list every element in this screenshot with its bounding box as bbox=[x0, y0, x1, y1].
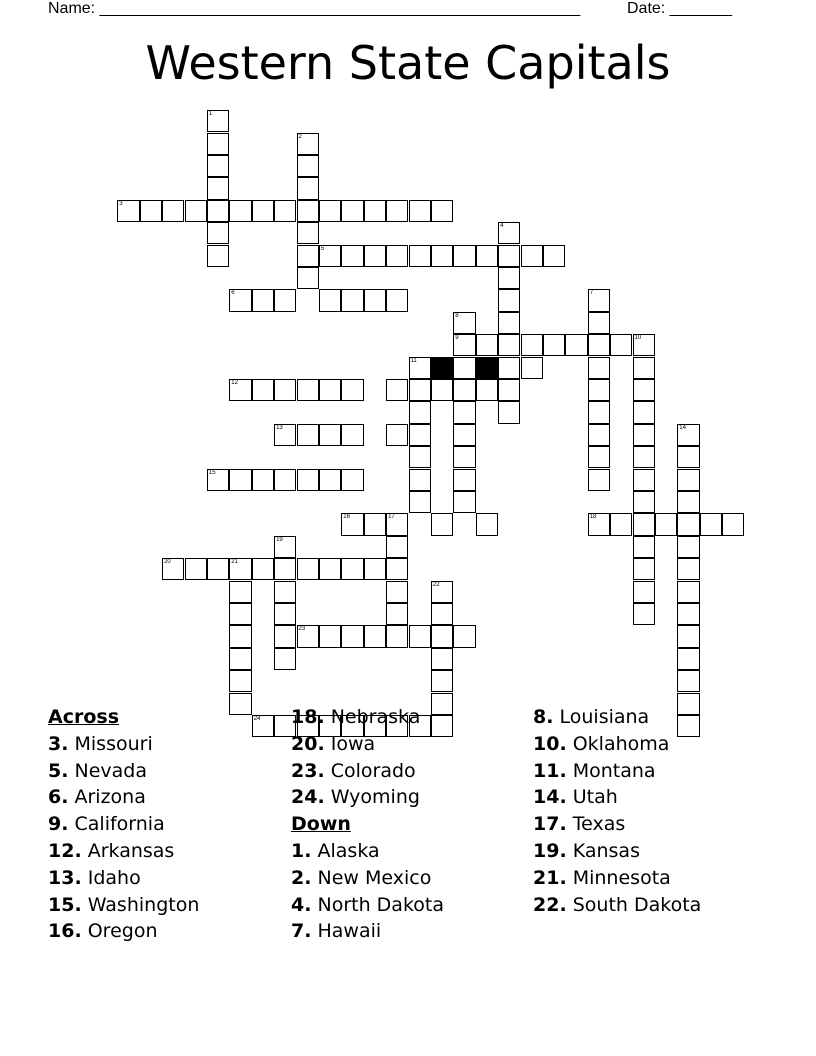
grid-cell[interactable] bbox=[409, 401, 431, 423]
grid-cell[interactable] bbox=[162, 200, 184, 222]
grid-cell[interactable] bbox=[431, 648, 453, 670]
grid-cell[interactable] bbox=[252, 469, 274, 491]
grid-cell[interactable] bbox=[633, 401, 655, 423]
grid-cell[interactable] bbox=[274, 289, 296, 311]
grid-cell[interactable] bbox=[185, 200, 207, 222]
grid-cell[interactable] bbox=[207, 155, 229, 177]
grid-cell[interactable] bbox=[633, 536, 655, 558]
grid-cell[interactable] bbox=[677, 491, 699, 513]
clue-across-5: 5. Nevada bbox=[48, 759, 147, 782]
grid-cell[interactable] bbox=[319, 558, 341, 580]
clue-down-19: 19. Kansas bbox=[533, 839, 640, 862]
clue-across-13: 13. Idaho bbox=[48, 866, 141, 889]
clue-number: 13 bbox=[276, 424, 283, 431]
grid-cell[interactable] bbox=[431, 200, 453, 222]
grid-cell[interactable] bbox=[229, 670, 251, 692]
grid-cell[interactable] bbox=[588, 289, 610, 311]
grid-cell[interactable] bbox=[297, 424, 319, 446]
grid-cell[interactable] bbox=[207, 133, 229, 155]
grid-cell[interactable] bbox=[341, 469, 363, 491]
clue-down-8: 8. Louisiana bbox=[533, 706, 650, 728]
grid-cell[interactable] bbox=[252, 558, 274, 580]
grid-cell[interactable] bbox=[453, 379, 475, 401]
grid-cell[interactable] bbox=[409, 625, 431, 647]
grid-cell[interactable] bbox=[386, 513, 408, 535]
grid-cell[interactable] bbox=[521, 357, 543, 379]
grid-cell[interactable] bbox=[610, 334, 632, 356]
grid-cell[interactable] bbox=[386, 625, 408, 647]
grid-cell[interactable] bbox=[229, 379, 251, 401]
clue-number: 24 bbox=[253, 715, 261, 722]
clue-down-10: 10. Oklahoma bbox=[533, 732, 670, 755]
grid-cell[interactable] bbox=[453, 424, 475, 446]
grid-cell[interactable] bbox=[386, 603, 408, 625]
grid-cell[interactable] bbox=[252, 289, 274, 311]
grid-cell[interactable] bbox=[297, 625, 319, 647]
grid-cell[interactable] bbox=[677, 446, 699, 468]
clue-number: 14 bbox=[679, 424, 686, 431]
grid-cell[interactable] bbox=[588, 469, 610, 491]
grid-cell[interactable] bbox=[297, 379, 319, 401]
grid-cell[interactable] bbox=[297, 267, 319, 289]
grid-cell[interactable] bbox=[409, 245, 431, 267]
clue-down-22: 22. South Dakota bbox=[533, 893, 702, 916]
grid-cell[interactable] bbox=[341, 200, 363, 222]
grid-cell[interactable] bbox=[588, 357, 610, 379]
grid-cell[interactable] bbox=[274, 625, 296, 647]
grid-cell[interactable] bbox=[633, 357, 655, 379]
grid-cell[interactable] bbox=[476, 513, 498, 535]
grid-cell[interactable] bbox=[677, 603, 699, 625]
grid-cell[interactable] bbox=[588, 401, 610, 423]
grid-cell[interactable] bbox=[498, 267, 520, 289]
grid-cell[interactable] bbox=[677, 536, 699, 558]
grid-cell[interactable] bbox=[341, 625, 363, 647]
grid-cell[interactable] bbox=[677, 670, 699, 692]
grid-cell[interactable] bbox=[476, 379, 498, 401]
grid-cell[interactable] bbox=[476, 245, 498, 267]
grid-cell[interactable] bbox=[633, 424, 655, 446]
grid-cell[interactable] bbox=[207, 245, 229, 267]
clue-across-16: 16. Oregon bbox=[48, 920, 158, 943]
grid-cell[interactable] bbox=[498, 357, 520, 379]
grid-cell[interactable] bbox=[364, 625, 386, 647]
grid-cell[interactable] bbox=[498, 379, 520, 401]
grid-cell[interactable] bbox=[364, 513, 386, 535]
grid-cell[interactable] bbox=[409, 469, 431, 491]
grid-cell[interactable] bbox=[677, 581, 699, 603]
grid-cell[interactable] bbox=[274, 536, 296, 558]
grid-cell[interactable] bbox=[319, 245, 341, 267]
grid-cell[interactable] bbox=[297, 469, 319, 491]
clue-number: 19 bbox=[276, 536, 283, 543]
grid-cell[interactable] bbox=[431, 670, 453, 692]
grid-cell[interactable] bbox=[386, 581, 408, 603]
grid-cell[interactable] bbox=[207, 177, 229, 199]
grid-cell[interactable] bbox=[409, 446, 431, 468]
grid-cell[interactable] bbox=[588, 424, 610, 446]
grid-cell[interactable] bbox=[498, 401, 520, 423]
grid-cell[interactable] bbox=[565, 334, 587, 356]
grid-cell[interactable] bbox=[633, 469, 655, 491]
grid-cell[interactable] bbox=[297, 133, 319, 155]
grid-cell[interactable] bbox=[633, 581, 655, 603]
grid-cell[interactable] bbox=[633, 446, 655, 468]
clue-number: 3 bbox=[119, 200, 123, 207]
clue-number: 8 bbox=[455, 312, 459, 319]
grid-cell[interactable] bbox=[341, 245, 363, 267]
grid-cell[interactable] bbox=[229, 581, 251, 603]
clue-number: 17 bbox=[388, 514, 395, 521]
grid-cell[interactable] bbox=[274, 581, 296, 603]
grid-cell[interactable] bbox=[655, 513, 677, 535]
grid-cell[interactable] bbox=[386, 379, 408, 401]
grid-cell[interactable] bbox=[386, 289, 408, 311]
grid-cell[interactable] bbox=[453, 357, 475, 379]
grid-cell[interactable] bbox=[319, 625, 341, 647]
grid-cell[interactable] bbox=[252, 200, 274, 222]
grid-cell[interactable] bbox=[341, 379, 363, 401]
black-cell bbox=[476, 357, 498, 379]
grid-cell[interactable] bbox=[633, 379, 655, 401]
clue-number: 11 bbox=[410, 357, 417, 364]
grid-cell[interactable] bbox=[453, 469, 475, 491]
grid-cell[interactable] bbox=[386, 558, 408, 580]
clue-number: 18 bbox=[589, 514, 597, 521]
grid-cell[interactable] bbox=[297, 222, 319, 244]
grid-cell[interactable] bbox=[431, 513, 453, 535]
name-field: Name: ______________________________________________________ bbox=[48, 0, 581, 17]
clue-down-17: 17. Texas bbox=[533, 813, 626, 836]
grid-cell[interactable] bbox=[476, 334, 498, 356]
grid-cell[interactable] bbox=[610, 513, 632, 535]
grid-cell[interactable] bbox=[409, 424, 431, 446]
date-field: Date: _______ bbox=[627, 0, 732, 17]
grid-cell[interactable] bbox=[207, 222, 229, 244]
clue-number: 6 bbox=[231, 290, 235, 297]
grid-cell[interactable] bbox=[274, 648, 296, 670]
grid-cell[interactable] bbox=[364, 200, 386, 222]
grid-cell[interactable] bbox=[117, 200, 139, 222]
grid-cell[interactable] bbox=[297, 245, 319, 267]
clue-across-18: 18. Nebraska bbox=[291, 706, 421, 728]
grid-cell[interactable] bbox=[633, 558, 655, 580]
clue-across-3: 3. Missouri bbox=[48, 732, 153, 755]
grid-cell[interactable] bbox=[409, 491, 431, 513]
grid-cell[interactable] bbox=[431, 245, 453, 267]
black-cell bbox=[431, 357, 453, 379]
grid-cell[interactable] bbox=[677, 513, 699, 535]
clue-number: 15 bbox=[208, 469, 216, 476]
grid-cell[interactable] bbox=[297, 558, 319, 580]
grid-cell[interactable] bbox=[453, 446, 475, 468]
grid-cell[interactable] bbox=[633, 603, 655, 625]
grid-cell[interactable] bbox=[229, 469, 251, 491]
grid-cell[interactable] bbox=[498, 222, 520, 244]
grid-cell[interactable] bbox=[453, 312, 475, 334]
clue-number: 21 bbox=[231, 559, 238, 566]
clue-across-23: 23. Colorado bbox=[291, 759, 416, 782]
grid-cell[interactable] bbox=[498, 312, 520, 334]
clue-number: 2 bbox=[298, 133, 302, 140]
down-heading: Down bbox=[291, 813, 351, 836]
grid-cell[interactable] bbox=[431, 603, 453, 625]
grid-cell[interactable] bbox=[453, 401, 475, 423]
grid-cell[interactable] bbox=[386, 424, 408, 446]
grid-cell[interactable] bbox=[453, 334, 475, 356]
grid-cell[interactable] bbox=[319, 289, 341, 311]
clue-down-4: 4. North Dakota bbox=[291, 893, 444, 916]
grid-cell[interactable] bbox=[588, 334, 610, 356]
grid-cell[interactable] bbox=[364, 289, 386, 311]
grid-cell[interactable] bbox=[543, 334, 565, 356]
grid-cell[interactable] bbox=[297, 200, 319, 222]
grid-cell[interactable] bbox=[229, 625, 251, 647]
grid-cell[interactable] bbox=[162, 558, 184, 580]
clue-column-2 bbox=[291, 704, 531, 945]
clue-across-9: 9. California bbox=[48, 813, 165, 836]
grid-cell[interactable] bbox=[431, 625, 453, 647]
grid-cell[interactable] bbox=[364, 558, 386, 580]
grid-cell[interactable] bbox=[386, 200, 408, 222]
clue-down-11: 11. Montana bbox=[533, 759, 656, 782]
grid-cell[interactable] bbox=[722, 513, 744, 535]
clue-across-6: 6. Arizona bbox=[48, 786, 146, 809]
clue-number: 7 bbox=[589, 290, 594, 297]
grid-cell[interactable] bbox=[319, 379, 341, 401]
grid-cell[interactable] bbox=[453, 491, 475, 513]
grid-cell[interactable] bbox=[252, 379, 274, 401]
grid-cell[interactable] bbox=[498, 334, 520, 356]
grid-cell[interactable] bbox=[453, 245, 475, 267]
grid-cell[interactable] bbox=[229, 603, 251, 625]
clue-column-3 bbox=[533, 704, 773, 918]
grid-cell[interactable] bbox=[521, 334, 543, 356]
grid-cell[interactable] bbox=[140, 200, 162, 222]
grid-cell[interactable] bbox=[274, 469, 296, 491]
grid-cell[interactable] bbox=[521, 245, 543, 267]
grid-cell[interactable] bbox=[319, 469, 341, 491]
grid-cell[interactable] bbox=[409, 200, 431, 222]
page-title: Western State Capitals bbox=[145, 36, 671, 90]
grid-cell[interactable] bbox=[297, 177, 319, 199]
grid-cell[interactable] bbox=[633, 513, 655, 535]
grid-cell[interactable] bbox=[341, 558, 363, 580]
clue-down-2: 2. New Mexico bbox=[291, 866, 432, 889]
clue-number: 16 bbox=[343, 514, 350, 521]
clue-down-14: 14. Utah bbox=[533, 786, 618, 809]
grid-cell[interactable] bbox=[319, 200, 341, 222]
grid-cell[interactable] bbox=[633, 491, 655, 513]
grid-cell[interactable] bbox=[588, 379, 610, 401]
grid-cell[interactable] bbox=[364, 245, 386, 267]
grid-cell[interactable] bbox=[677, 469, 699, 491]
clue-across-20: 20. Iowa bbox=[291, 732, 376, 755]
clue-down-21: 21. Minnesota bbox=[533, 866, 671, 889]
grid-cell[interactable] bbox=[319, 424, 341, 446]
grid-cell[interactable] bbox=[677, 558, 699, 580]
grid-cell[interactable] bbox=[677, 648, 699, 670]
clue-number: 10 bbox=[634, 335, 642, 342]
grid-cell[interactable] bbox=[274, 558, 296, 580]
clue-number: 22 bbox=[432, 581, 440, 588]
grid-cell[interactable] bbox=[543, 245, 565, 267]
grid-cell[interactable] bbox=[588, 312, 610, 334]
grid-cell[interactable] bbox=[341, 513, 363, 535]
clue-down-7: 7. Hawaii bbox=[291, 920, 382, 943]
grid-cell[interactable] bbox=[341, 424, 363, 446]
grid-cell[interactable] bbox=[409, 379, 431, 401]
across-heading: Across bbox=[48, 706, 120, 728]
grid-cell[interactable] bbox=[297, 155, 319, 177]
grid-cell[interactable] bbox=[207, 200, 229, 222]
clue-number: 9 bbox=[455, 335, 459, 342]
grid-cell[interactable] bbox=[274, 603, 296, 625]
grid-cell[interactable] bbox=[274, 379, 296, 401]
clue-across-12: 12. Arkansas bbox=[48, 839, 175, 862]
grid-cell[interactable] bbox=[633, 334, 655, 356]
grid-cell[interactable] bbox=[229, 648, 251, 670]
clue-number: 5 bbox=[320, 245, 325, 252]
clue-down-1: 1. Alaska bbox=[291, 839, 380, 862]
grid-cell[interactable] bbox=[341, 289, 363, 311]
clue-column-1 bbox=[48, 704, 288, 945]
grid-cell[interactable] bbox=[700, 513, 722, 535]
clue-across-15: 15. Washington bbox=[48, 893, 200, 916]
grid-cell[interactable] bbox=[431, 581, 453, 603]
grid-cell[interactable] bbox=[588, 446, 610, 468]
clue-across-24: 24. Wyoming bbox=[291, 786, 420, 809]
grid-cell[interactable] bbox=[409, 357, 431, 379]
grid-cell[interactable] bbox=[677, 625, 699, 647]
grid-cell[interactable] bbox=[274, 200, 296, 222]
grid-cell[interactable] bbox=[386, 245, 408, 267]
clue-number: 12 bbox=[231, 379, 238, 386]
grid-cell[interactable] bbox=[229, 558, 251, 580]
grid-cell[interactable] bbox=[386, 536, 408, 558]
clue-number: 23 bbox=[298, 626, 306, 633]
grid-cell[interactable] bbox=[229, 289, 251, 311]
clue-number: 1 bbox=[208, 111, 213, 118]
grid-cell[interactable] bbox=[588, 513, 610, 535]
grid-cell[interactable] bbox=[498, 245, 520, 267]
grid-cell[interactable] bbox=[207, 110, 229, 132]
grid-cell[interactable] bbox=[207, 469, 229, 491]
grid-cell[interactable] bbox=[207, 558, 229, 580]
clue-number: 4 bbox=[500, 223, 504, 230]
grid-cell[interactable] bbox=[498, 289, 520, 311]
grid-cell[interactable] bbox=[229, 200, 251, 222]
grid-cell[interactable] bbox=[677, 424, 699, 446]
grid-cell[interactable] bbox=[274, 424, 296, 446]
grid-cell[interactable] bbox=[431, 379, 453, 401]
grid-cell[interactable] bbox=[453, 625, 475, 647]
grid-cell[interactable] bbox=[185, 558, 207, 580]
clue-number: 20 bbox=[164, 559, 171, 566]
